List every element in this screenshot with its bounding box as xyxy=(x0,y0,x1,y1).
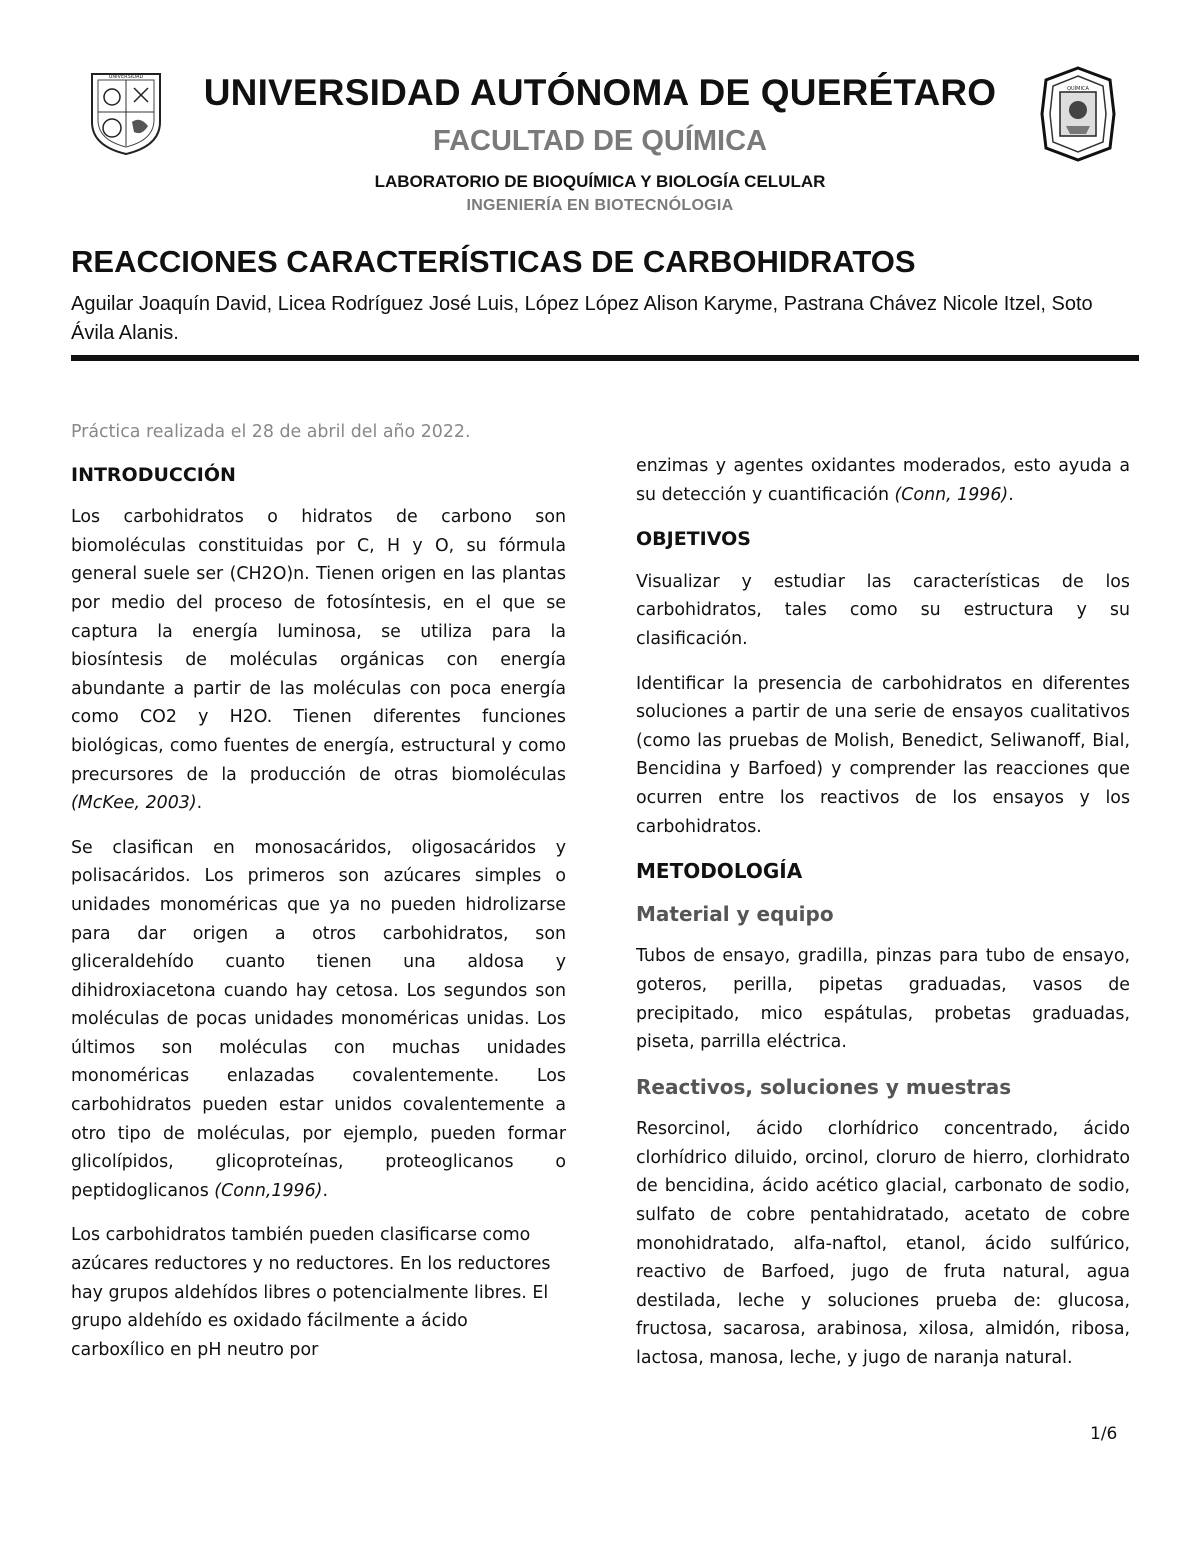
methodology-heading: METODOLOGÍA xyxy=(636,859,803,884)
citation: (McKee, 2003) xyxy=(71,793,197,814)
reagents-list: Resorcinol, ácido clorhídrico concentrado, ácido clorhídrico diluido, orcinol, cloruro de hierro, clorhidrato de bencidina, ácido acético glacial, carbonato de sodio, sulfato de cobre pentahidratado, acetato de cobre monohidratado, alfa-naftol, etanol, ácido sulfúrico, reactivo de Barfoed, jugo de fruta natural, agua destilada, leche y soluciones prueba de: glucosa, fructosa, sacarosa, arabinosa, xilosa, almidón, ribosa, lactosa, manosa, leche, y jugo de naranja natural. xyxy=(636,1119,1130,1369)
intro-p2-text: Se clasifican en monosacáridos, oligosacáridos y polisacáridos. Los primeros son azúcares simples o unidades monoméricas que ya no pueden hidrolizarse para dar origen a otros carbohidratos, son gliceraldehído cuanto tienen una aldosa y dihidroxiacetona cuando hay cetosa. Los segundos son moléculas de pocas unidades monoméricas unidas. Los últimos son moléculas con muchas unidades monoméricas enlazadas covalentemente. Los carbohidratos pueden estar unidos covalentemente a otro tipo de moléculas, por ejemplo, pueden formar glicolípidos, glicoproteínas, proteoglicanos o peptidoglicanos xyxy=(71,837,566,1201)
page-number: 1/6 xyxy=(1090,1424,1118,1444)
document-title: REACCIONES CARACTERÍSTICAS DE CARBOHIDRATOS xyxy=(71,244,916,279)
intro-continuation xyxy=(636,452,1130,509)
right-column xyxy=(636,452,1130,1373)
reagents-heading: Reactivos, soluciones y muestras xyxy=(636,1074,1012,1099)
material-list: Tubos de ensayo, gradilla, pinzas para tubo de ensayo, goteros, perilla, pipetas graduadas, vasos de precipitado, mico espátulas, probetas graduadas, piseta, parrilla eléctrica. xyxy=(636,946,1130,1053)
authors: Aguilar Joaquín David, Licea Rodríguez José Luis, López López Alison Karyme, Pastrana Chávez Nicole Itzel, Soto Ávila Alanis. xyxy=(71,293,1093,344)
intro-heading: INTRODUCCIÓN xyxy=(71,463,236,486)
university-name: UNIVERSIDAD AUTÓNOMA DE QUERÉTARO xyxy=(203,72,997,113)
punctuation: . xyxy=(1008,484,1014,505)
svg-text:UNIVERSIDAD: UNIVERSIDAD xyxy=(108,74,144,80)
intro-p1-text: Los carbohidratos o hidratos de carbono son biomoléculas constituidas por C, H y O, su fórmula general suele ser (CH2O)n. Tienen origen en las plantas por medio del proceso de fotosíntesis, en el que se captura la energía luminosa, se utiliza para la biosíntesis de moléculas orgánicas con energía abundante a partir de las moléculas con poca energía como CO2 y H2O. Tienen diferentes funciones biológicas, como fuentes de energía, estructural y como precursores de la producción de otras biomoléculas xyxy=(71,507,566,785)
objective-2: Identificar la presencia de carbohidratos en diferentes soluciones a partir de una serie de ensayos cualitativos (como las pruebas de Molish, Benedict, Seliwanoff, Bial, Bencidina y Barfoed) y comprender las reacciones que ocurren entre los reactivos de los ensayos y los carbohidratos. xyxy=(636,673,1130,837)
objective-1: Visualizar y estudiar las características de los carbohidratos, tales como su estructura y su clasificación. xyxy=(636,571,1130,649)
faculty-name: FACULTAD DE QUÍMICA xyxy=(432,125,767,157)
punctuation: . xyxy=(196,793,203,814)
svg-text:QUÍMICA: QUÍMICA xyxy=(1067,86,1089,92)
material-heading: Material y equipo xyxy=(636,901,834,926)
punctuation: . xyxy=(322,1180,328,1201)
practice-date: Práctica realizada el 28 de abril del año 2022. xyxy=(71,422,471,442)
intro-paragraph-1 xyxy=(71,503,566,818)
left-column xyxy=(71,418,566,1364)
laboratory-name: LABORATORIO DE BIOQUÍMICA Y BIOLOGÍA CELULAR xyxy=(374,172,826,191)
objectives-heading: OBJETIVOS xyxy=(636,528,751,551)
intro-paragraph-2 xyxy=(71,834,566,1206)
continuation-text: enzimas y agentes oxidantes moderados, esto ayuda a su detección y cuantificación xyxy=(636,456,1130,505)
intro-paragraph-3: Los carbohidratos también pueden clasificarse como azúcares reductores y no reductores. En los reductores hay grupos aldehídos libres o potencialmente libres. El grupo aldehído es oxidado fácilmente a ácido carboxílico en pH neutro por xyxy=(71,1225,551,1360)
citation: (Conn,1996) xyxy=(214,1180,323,1201)
program-name: INGENIERÍA EN BIOTECNÓLOGIA xyxy=(466,197,734,214)
header-divider xyxy=(71,355,1139,361)
citation: (Conn, 1996) xyxy=(894,484,1009,505)
